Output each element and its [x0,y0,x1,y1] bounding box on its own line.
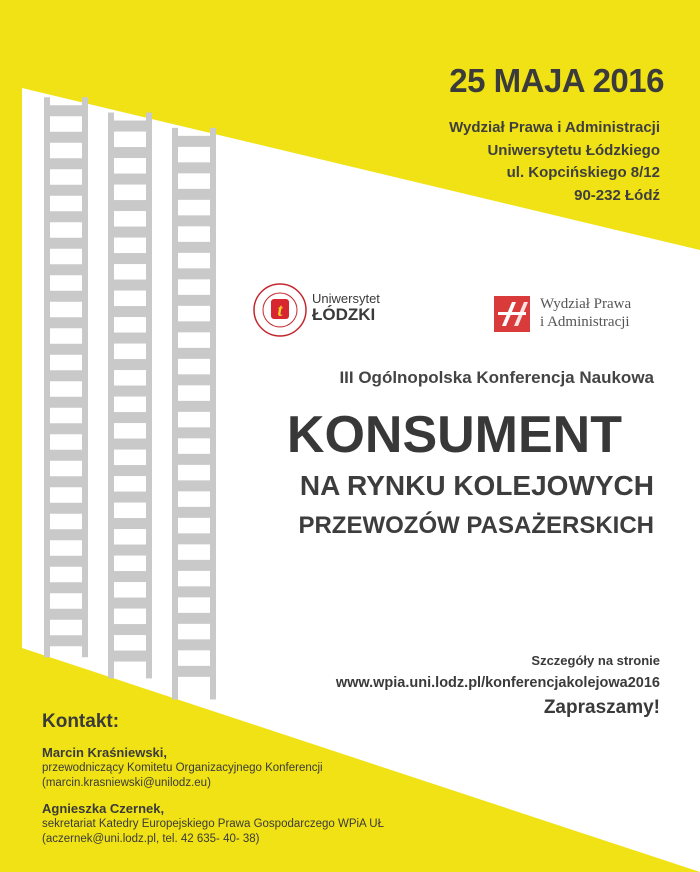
track-sleeper [108,121,152,132]
track-sleeper [108,359,152,370]
ul-logo-line1: Uniwersytet [312,291,380,306]
track-sleeper [172,295,216,306]
track-sleeper [44,582,88,593]
track-sleeper [44,476,88,487]
contact-role: przewodniczący Komitetu Organizacyjnego Konferencji [42,762,323,774]
track-sleeper [44,609,88,620]
track-sleeper [108,518,152,529]
track-sleeper [108,253,152,264]
contact-block [42,711,384,847]
contact-name: Agnieszka Czernek, [42,801,165,816]
contact-heading: Kontakt: [42,711,120,732]
track-sleeper [44,317,88,328]
track-sleeper [172,321,216,332]
contact-email-link[interactable]: (marcin.krasniewski@unilodz.eu) [42,777,211,789]
track-sleeper [108,624,152,635]
wpia-logo-line1: Wydział Prawa [540,296,632,312]
track-sleeper [44,185,88,196]
track-sleeper [108,306,152,317]
track-sleeper [44,344,88,355]
track-sleeper [44,529,88,540]
track-sleeper [44,132,88,143]
track-sleeper [172,374,216,385]
track-sleeper [108,280,152,291]
conference-subtitle: III Ogólnopolska Konferencja Naukowa [339,368,654,387]
invite-text: Zapraszamy! [543,697,660,718]
details-block [336,651,660,721]
track-sleeper [108,598,152,609]
track-sleeper [172,666,216,677]
details-url-link[interactable]: www.wpia.uni.lodz.pl/konferencjakolejowa2016 [335,675,660,691]
track-sleeper [44,450,88,461]
venue-line: Wydział Prawa i Administracji [449,119,660,136]
track-sleeper [172,507,216,518]
track-sleeper [172,427,216,438]
track-sleeper [108,200,152,211]
track-sleeper [172,268,216,279]
svg-text:t: t [277,300,283,320]
track-sleeper [172,189,216,200]
track-sleeper [172,242,216,253]
wpia-logo-line2: i Administracji [540,314,630,330]
track-sleeper [44,238,88,249]
track-sleeper [108,174,152,185]
track-sleeper [172,639,216,650]
track-sleeper [172,613,216,624]
contact-role: sekretariat Katedry Europejskiego Prawa Gospodarczego WPiA UŁ [42,818,384,830]
track-sleeper [172,162,216,173]
track-sleeper [44,503,88,514]
track-sleeper [172,136,216,147]
venue-line: 90-232 Łódź [574,186,660,204]
track-sleeper [44,105,88,116]
track-sleeper [44,158,88,169]
track-sleeper [108,492,152,503]
conference-title: KONSUMENT [286,406,622,464]
track-sleeper [172,215,216,226]
track-sleeper [172,348,216,359]
ul-seal-logo [252,282,308,338]
track-sleeper [44,397,88,408]
track-sleeper [172,533,216,544]
track-sleeper [44,635,88,646]
venue-address [449,117,660,207]
track-sleeper [108,439,152,450]
ul-logo-line2: ŁÓDZKI [312,305,376,324]
track-sleeper [172,560,216,571]
conference-title-line2: NA RYNKU KOLEJOWYCH [299,470,654,501]
track-sleeper [172,586,216,597]
track-sleeper [108,571,152,582]
contact-email-link[interactable]: (aczernek@uni.lodz.pl, tel. 42 635- 40- 38) [42,833,260,845]
track-sleeper [172,454,216,465]
venue-line: ul. Kopcińskiego 8/12 [506,164,660,181]
track-sleeper [108,412,152,423]
event-date: 25 MAJA 2016 [449,62,664,99]
track-sleeper [108,465,152,476]
wpia-logo-text [540,295,631,331]
track-sleeper [44,370,88,381]
track-sleeper [44,264,88,275]
wpia-logo-icon [494,296,530,332]
track-sleeper [108,333,152,344]
track-sleeper [44,211,88,222]
track-sleeper [44,556,88,567]
venue-line: Uniwersytetu Łódzkiego [487,141,660,159]
conference-title-line3: PRZEWOZÓW PASAŻERSKICH [298,512,654,539]
track-sleeper [108,386,152,397]
details-intro: Szczegóły na stronie [531,653,660,668]
track-sleeper [108,227,152,238]
track-sleeper [44,423,88,434]
track-sleeper [108,545,152,556]
track-sleeper [172,401,216,412]
track-sleeper [172,480,216,491]
track-sleeper [108,651,152,662]
track-sleeper [44,291,88,302]
contact-name: Marcin Kraśniewski, [42,745,167,760]
track-sleeper [108,147,152,158]
